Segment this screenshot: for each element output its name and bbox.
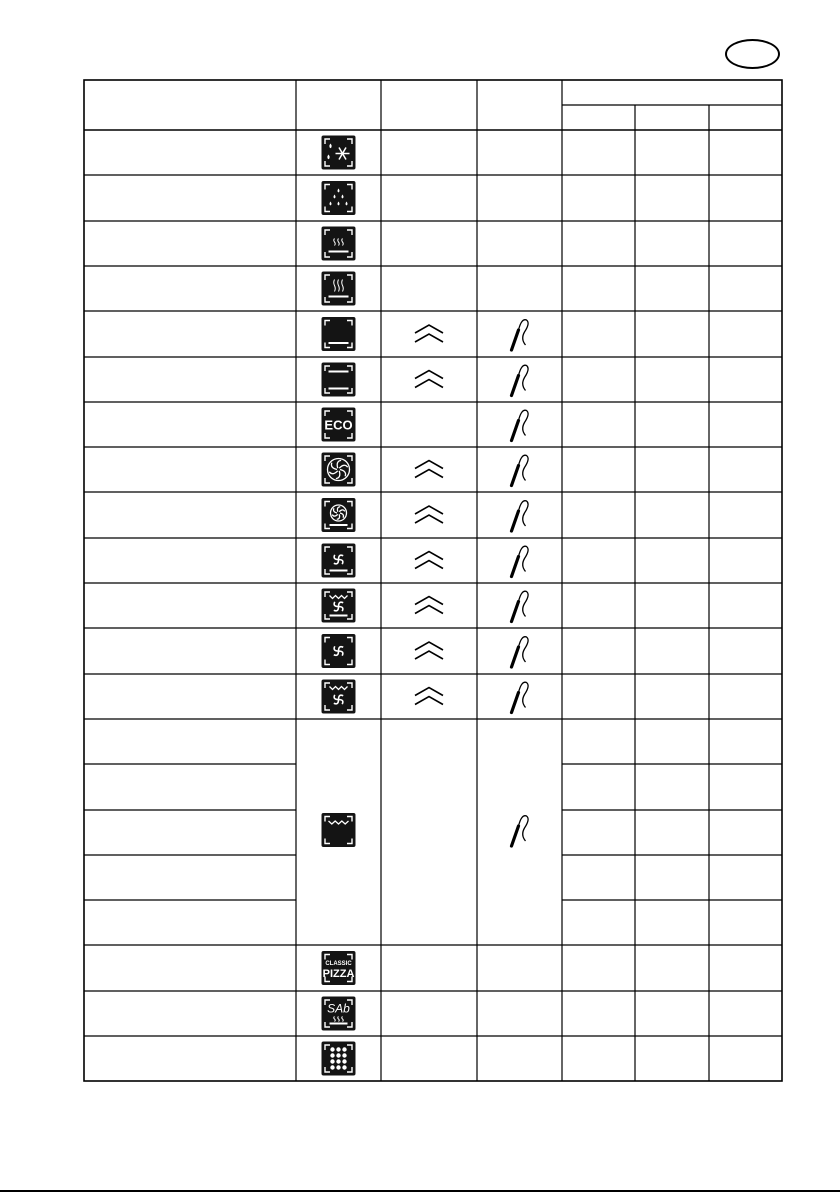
meat-probe-icon — [512, 546, 529, 576]
rack-up-icon — [415, 642, 443, 659]
sabbath-label: SAb — [327, 1001, 350, 1016]
icon-frame — [322, 453, 356, 487]
icon-frame — [322, 813, 356, 847]
rack-up-icon — [415, 688, 443, 705]
meat-probe-icon — [512, 455, 529, 485]
fan-bottom-icon — [322, 498, 356, 532]
fan-grill-full-icon — [322, 589, 356, 623]
fan-icon — [322, 453, 356, 487]
icon-frame — [322, 498, 356, 532]
rack-up-icon — [415, 506, 443, 523]
steam-drops-icon — [322, 181, 356, 215]
classic-pizza-icon — [322, 951, 356, 985]
defrost-icon — [322, 136, 356, 170]
icon-frame — [322, 1042, 356, 1076]
fan-grill-icon — [322, 680, 356, 714]
rack-up-icon — [415, 461, 443, 478]
icon-frame — [322, 272, 356, 306]
meat-probe-icon — [512, 816, 529, 846]
top-bottom-heat-icon — [322, 317, 356, 351]
icon-frame — [322, 363, 356, 397]
rack-up-icon — [415, 371, 443, 388]
grill-icon — [322, 813, 356, 847]
icon-frame — [322, 227, 356, 261]
rack-up-icon — [415, 325, 443, 342]
warming-high-icon — [322, 272, 356, 306]
fan-small-icon — [322, 634, 356, 668]
dots-grid-icon — [322, 1042, 356, 1076]
classic-pizza-bottom-label: PIZZA — [322, 968, 355, 980]
meat-probe-icon — [512, 410, 529, 440]
meat-probe-icon — [512, 365, 529, 395]
eco-icon-label: ECO — [324, 417, 353, 433]
sabbath-icon — [322, 997, 356, 1031]
warming-low-icon — [322, 227, 356, 261]
rack-up-icon — [415, 552, 443, 569]
meat-probe-icon — [512, 682, 529, 712]
meat-probe-icon — [512, 320, 529, 350]
icon-frame — [322, 317, 356, 351]
table-border — [84, 80, 782, 1081]
fan-top-bottom-icon — [322, 544, 356, 578]
bottom-heat-icon — [322, 363, 356, 397]
icon-frame — [322, 136, 356, 170]
meat-probe-icon — [512, 637, 529, 667]
eco-icon — [322, 408, 356, 442]
meat-probe-icon — [512, 591, 529, 621]
meat-probe-icon — [512, 501, 529, 531]
rack-up-icon — [415, 597, 443, 614]
classic-pizza-top-label: CLASSIC — [325, 961, 352, 967]
icon-frame — [322, 181, 356, 215]
